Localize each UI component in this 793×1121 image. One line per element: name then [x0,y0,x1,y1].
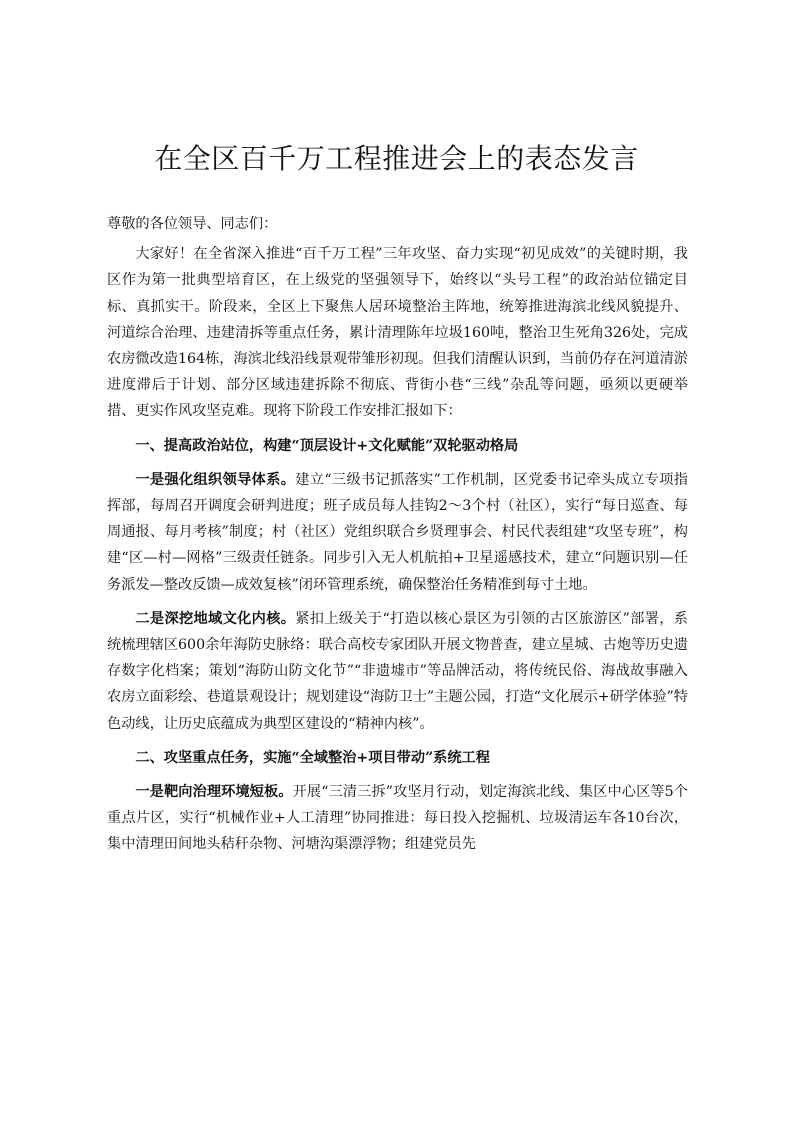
paragraph-lead: 二是深挖地域文化内核。 [135,610,296,627]
section-1-heading: 一、提高政治站位，构建“顶层设计+文化赋能”双轮驱动格局 [135,437,519,454]
paragraph-lead: 一是靶向治理环境短板。 [135,784,293,801]
document-body [107,211,688,866]
paragraph-text: 开展“三清三拆”攻坚月行动，划定海滨北线、集区中心区等5个重点片区，实行“机械作业+人工清理”协同推进：每日投入挖掘机、垃圾清运车各10台次，集中清理田间地头秸秆杂物、河塘沟渠漂浮物；组建党员先 [107,784,688,853]
section-1-paragraph-2 [107,606,688,737]
section-2-heading: 二、攻坚重点任务，实施“全域整治+项目带动”系统工程 [135,749,490,766]
paragraph-lead: 一是强化组织领导体系。 [135,471,296,488]
intro-paragraph: 大家好！在全省深入推进“百千万工程”三年攻坚、奋力实现“初见成效”的关键时期，我区作为第一批典型培育区，在上级党的坚强领导下，始终以“头号工程”的政治站位锚定目标、真抓实干。阶段来，全区上下聚焦人居环境整治主阵地，统筹推进海滨北线风貌提升、河道综合治理、违建清拆等重点任务，累计清理陈年垃圾160吨，整治卫生死角326处，完成农房微改造164栋，海滨北线沿线景观带雏形初现。但我们清醒认识到，当前仍存在河道清淤进度滞后于计划、部分区域违建拆除不彻底、背街小巷“三线”杂乱等问题，亟须以更硬举措、更实作风攻坚克难。现将下阶段工作安排汇报如下： [107,246,688,420]
section-2-paragraph-1 [107,779,688,858]
document-title: 在全区百千万工程推进会上的表态发言 [154,142,639,175]
salutation: 尊敬的各位领导、同志们： [107,216,278,232]
section-1-paragraph-1 [107,467,688,598]
paragraph-text: 紧扣上级关于“打造以核心景区为引领的古区旅游区”部署，系统梳理辖区600余年海防史脉络：联合高校专家团队开展文物普查，建立星城、古炮等历史遗存数字化档案；策划“海防山防文化节”“非遗墟市”等品牌活动，将传统民俗、海战故事融入农房立面彩绘、巷道景观设计；规划建设“海防卫士”主题公园，打造“文化展示+研学体验”特色动线，让历史底蕴成为典型区建设的“精神内核”。 [107,610,688,732]
paragraph-text: 建立“三级书记抓落实”工作机制，区党委书记牵头成立专项指挥部，每周召开调度会研判进度；班子成员每人挂钩2～3个村（社区），实行“每日巡查、每周通报、每月考核”制度；村（社区）党组织联合乡贤理事会、村民代表组建“攻坚专班”，构建“区—村—网格”三级责任链条。同步引入无人机航拍+卫星遥感技术，建立“问题识别—任务派发—整改反馈—成效复核”闭环管理系统，确保整治任务精准到每寸土地。 [107,471,688,593]
